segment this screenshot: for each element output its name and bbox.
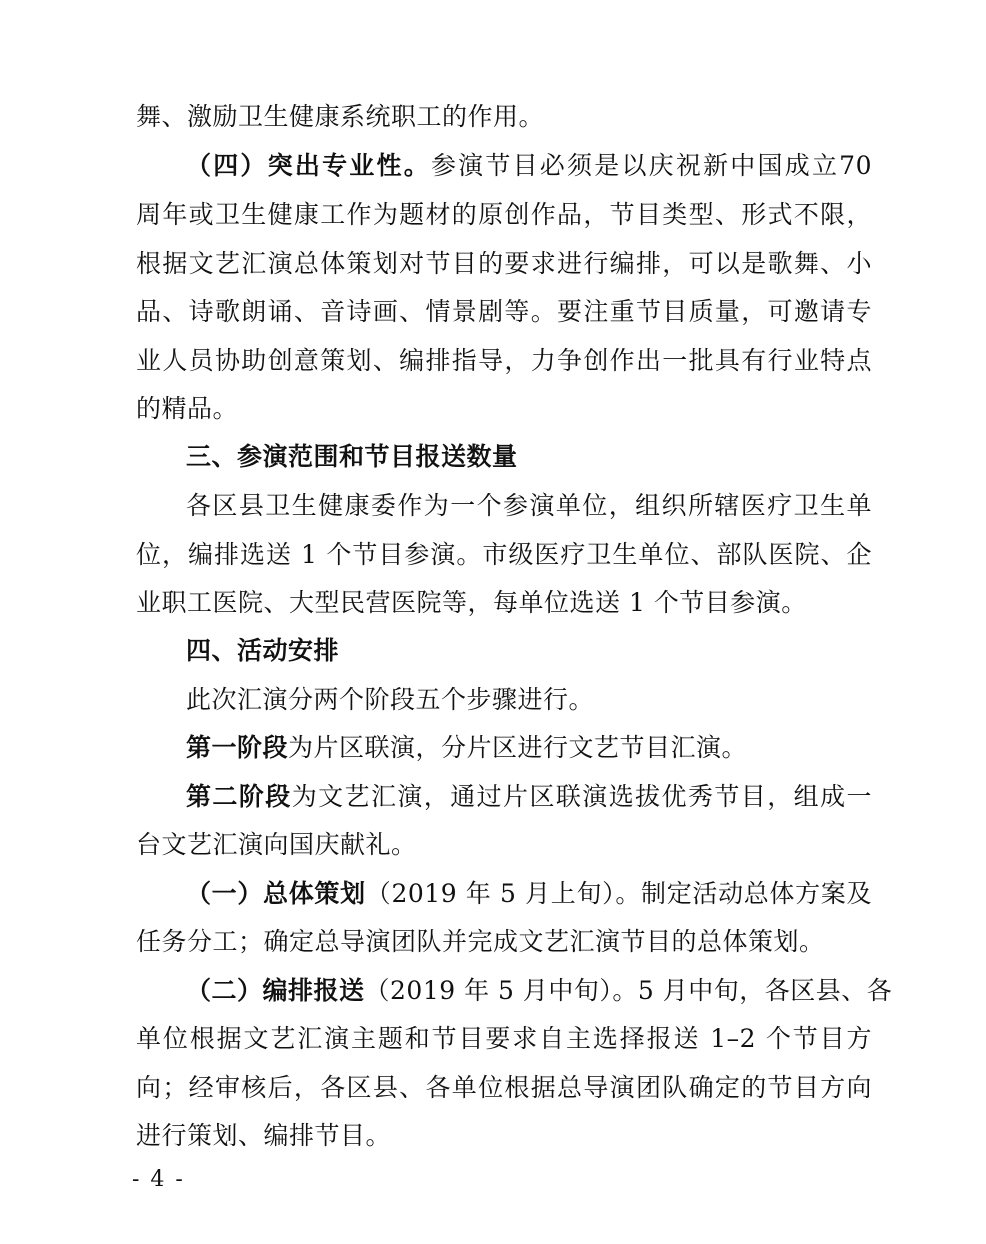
text-line [136, 97, 872, 137]
step-heading: （二）编排报送 [186, 976, 365, 1005]
section-heading: 四、活动安排 [186, 636, 340, 665]
phase-label: 第一阶段 [186, 733, 289, 762]
text-line: 各区县卫生健康委作为一个参演单位，组织所辖医疗卫生单 [186, 491, 872, 520]
text-line [186, 777, 872, 817]
step-heading: （一）总体策划 [186, 879, 366, 908]
text-line: 品、诗歌朗诵、音诗画、情景剧等。要注重节目质量，可邀请专 [136, 297, 872, 326]
text-line: 此次汇演分两个阶段五个步骤进行。 [186, 685, 595, 714]
text-span: （2019 年 5 月中旬）。5 月中旬，各区县、各 [364, 976, 893, 1005]
text-line: 根据文艺汇演总体策划对节目的要求进行编排，可以是歌舞、小 [136, 249, 872, 278]
text-line: 位，编排选送 1 个节目参演。市级医疗卫生单位、部队医院、企 [136, 540, 872, 569]
text-line: 业人员协助创意策划、编排指导，力争创作出一批具有行业特点 [136, 346, 872, 375]
text-line: 台文艺汇演向国庆献礼。 [136, 830, 417, 859]
text-line: 任务分工；确定总导演团队并完成文艺汇演节目的总体策划。 [136, 927, 825, 956]
text-line: 周年或卫生健康工作为题材的原创作品，节目类型、形式不限， [136, 200, 872, 229]
subsection-heading: （四）突出专业性。 [186, 151, 431, 180]
text-line [186, 146, 872, 186]
phase-label: 第二阶段 [186, 782, 292, 811]
section-heading: 三、参演范围和节目报送数量 [186, 442, 518, 471]
text-line: 业职工医院、大型民营医院等，每单位选送 1 个节目参演。 [136, 588, 807, 617]
text-span: 参演节目必须是以庆祝新中国成立70 [430, 151, 872, 180]
page-number: - 4 - [132, 1167, 185, 1192]
text-span: 舞、激励卫生健康系统职工的作用。 [136, 102, 545, 131]
text-span: 为文艺汇演，通过片区联演选拔优秀节目，组成一 [291, 782, 872, 811]
text-span: 为片区联演，分片区进行文艺节目汇演。 [288, 733, 748, 762]
text-line: 进行策划、编排节目。 [136, 1121, 392, 1150]
text-line [186, 874, 872, 914]
text-line: 的精品。 [136, 394, 239, 423]
text-line [186, 971, 893, 1011]
text-line: 向；经审核后，各区县、各单位根据总导演团队确定的节目方向 [136, 1073, 872, 1102]
text-span: （2019 年 5 月上旬）。制定活动总体方案及 [365, 879, 872, 908]
text-line: 单位根据文艺汇演主题和节目要求自主选择报送 1–2 个节目方 [136, 1024, 872, 1053]
text-line [186, 728, 872, 768]
